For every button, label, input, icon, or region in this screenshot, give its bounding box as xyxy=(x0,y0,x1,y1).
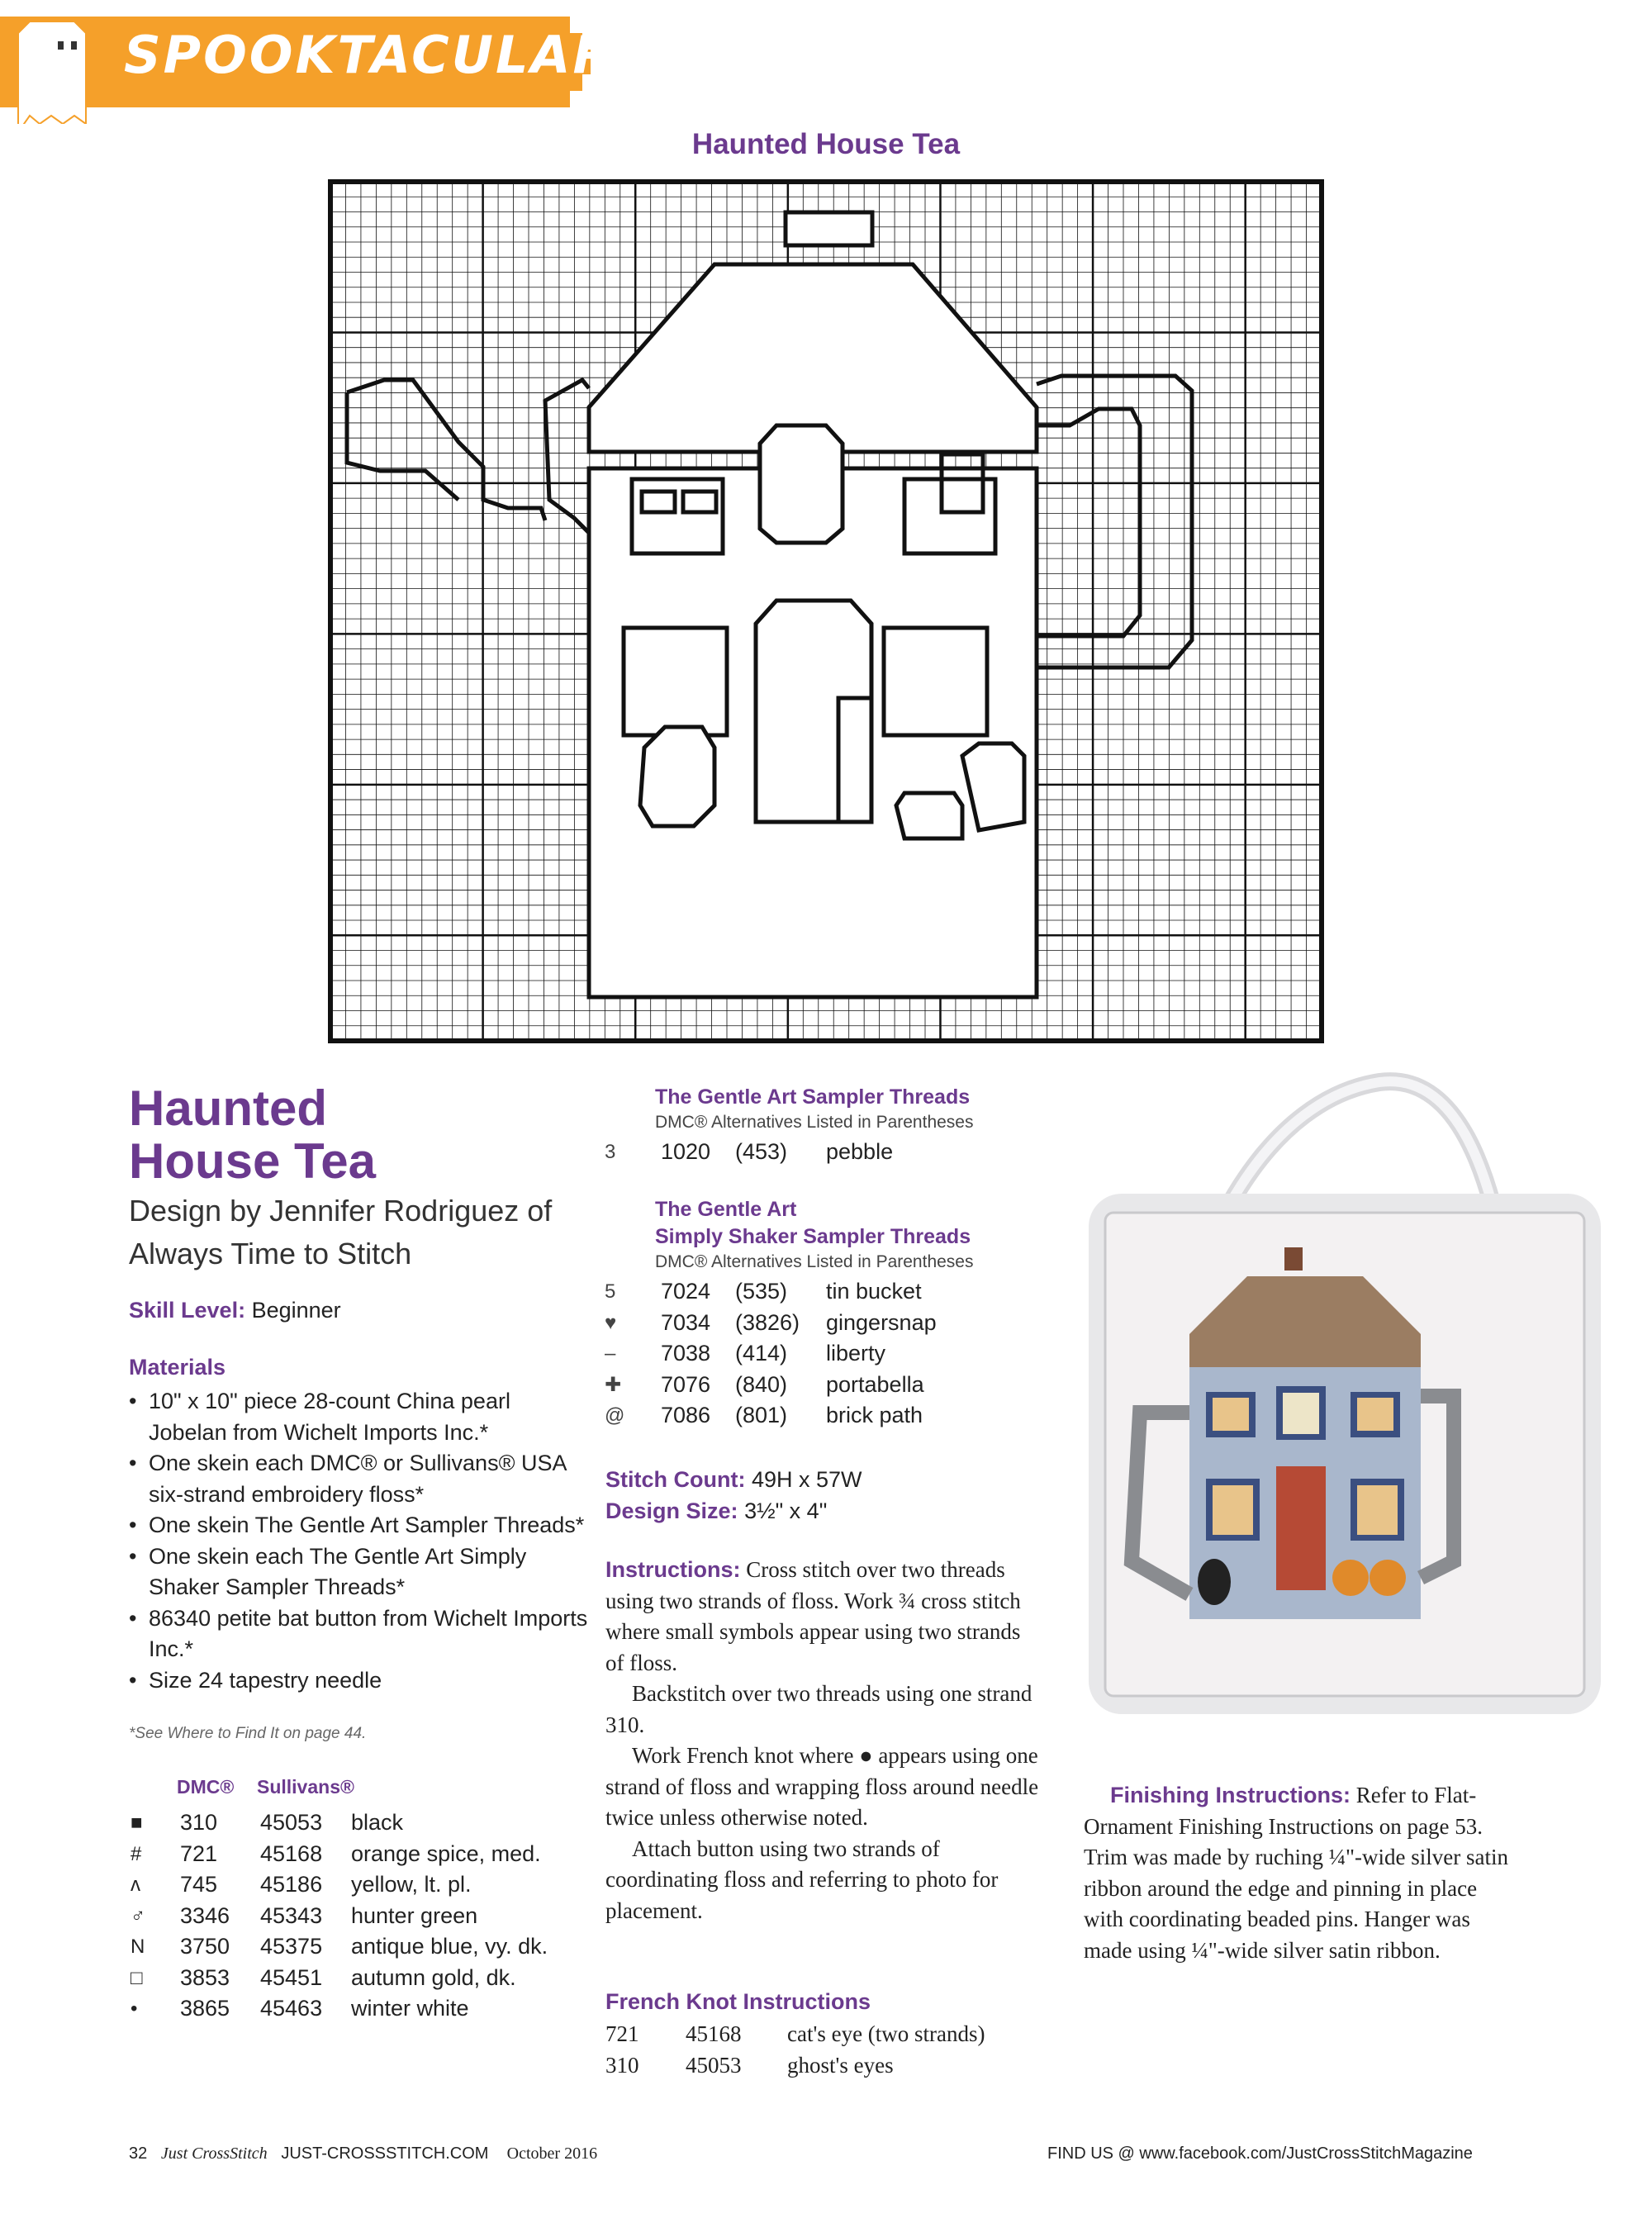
thread-code: 7038 xyxy=(661,1341,711,1365)
stitch-count-value: 49H x 57W xyxy=(751,1467,862,1492)
stitch-count-label: Stitch Count: xyxy=(605,1467,746,1492)
magazine-name: Just CrossStitch xyxy=(160,2144,268,2163)
instructions-p3a: Work French knot where xyxy=(632,1743,854,1768)
key-symbol: @ xyxy=(605,1404,625,1427)
table-row xyxy=(605,1137,893,1168)
table-row xyxy=(131,1869,548,1901)
key-symbol: 3 xyxy=(605,1141,616,1163)
table-row xyxy=(131,1931,548,1963)
dmc-number: 3853 xyxy=(180,1964,230,1990)
gentle-art-title: The Gentle Art Sampler Threads xyxy=(655,1085,971,1109)
color-name: yellow, lt. pl. xyxy=(351,1872,472,1897)
table-row xyxy=(131,1901,548,1932)
stitch-counts xyxy=(605,1464,862,1527)
simply-shaker-title-line1: The Gentle Art xyxy=(655,1198,797,1221)
simply-shaker-subtitle: DMC® Alternatives Listed in Parentheses xyxy=(655,1252,974,1271)
design-size-label: Design Size: xyxy=(605,1498,738,1523)
website: JUST-CROSSSTITCH.COM xyxy=(281,2144,489,2163)
dmc-alternative: (414) xyxy=(735,1341,788,1365)
dmc-number: 3750 xyxy=(180,1934,230,1959)
sullivans-number: 45451 xyxy=(260,1964,323,1990)
sullivans-number: 45375 xyxy=(260,1934,323,1959)
designer-credit xyxy=(129,1190,591,1275)
teapot-house-motif xyxy=(347,212,1192,997)
issue-date: October 2016 xyxy=(506,2144,598,2163)
skill-level-value: Beginner xyxy=(251,1298,341,1323)
color-name: autumn gold, dk. xyxy=(351,1964,516,1990)
table-row xyxy=(131,1993,548,2025)
materials-note: *See Where to Find It on page 44. xyxy=(129,1725,367,1742)
simply-shaker-title-line2: Simply Shaker Sampler Threads xyxy=(655,1225,971,1248)
sullivans-number: 45343 xyxy=(260,1902,323,1928)
table-row xyxy=(131,1963,548,1994)
color-name: portabella xyxy=(826,1371,924,1397)
table-row xyxy=(131,1807,548,1839)
key-symbol: □ xyxy=(131,1966,143,1989)
thread-code: 1020 xyxy=(661,1139,711,1164)
key-symbol: ■ xyxy=(131,1812,143,1834)
instructions-label: Instructions: xyxy=(605,1557,741,1582)
table-row xyxy=(605,1400,937,1432)
sullivans-number: 45168 xyxy=(260,1840,323,1866)
banner-title: SPOOKTACULAR xyxy=(124,25,615,85)
design-title-line1: Haunted xyxy=(129,1081,327,1136)
table-row xyxy=(605,1370,937,1401)
color-name: antique blue, vy. dk. xyxy=(351,1934,548,1959)
page-number: 32 xyxy=(129,2144,148,2163)
dmc-alternative: (453) xyxy=(735,1139,788,1164)
footer-left xyxy=(129,2144,597,2163)
key-symbol: ♂ xyxy=(131,1904,145,1927)
dmc-alternative: (840) xyxy=(735,1371,788,1397)
skill-level-label: Skill Level: xyxy=(129,1298,246,1323)
finished-ornament-photo xyxy=(1066,1066,1635,1793)
dmc-alternative: (535) xyxy=(735,1279,788,1304)
design-title-line2: House Tea xyxy=(129,1133,376,1189)
skill-level xyxy=(129,1294,341,1326)
instructions-p3b: appears using one strand of floss and wrapping floss around needle twice unless otherwise noted. xyxy=(605,1743,1039,1830)
list-item: • One skein each The Gentle Art Simply Shaker Sampler Threads* xyxy=(129,1541,591,1603)
color-name: brick path xyxy=(826,1403,923,1427)
thread-code: 7034 xyxy=(661,1309,711,1335)
dmc-number: 721 xyxy=(180,1840,218,1866)
color-name: black xyxy=(351,1810,404,1835)
cross-stitch-chart xyxy=(326,178,1326,1045)
color-name: pebble xyxy=(826,1139,894,1164)
french-knot-dot-icon: ● xyxy=(859,1743,873,1768)
designer-line2: Always Time to Stitch xyxy=(129,1237,412,1270)
thread-code: 7086 xyxy=(661,1403,711,1427)
list-item: • One skein The Gentle Art Sampler Threads* xyxy=(129,1510,591,1541)
sullivans-number: 45053 xyxy=(686,2052,742,2078)
instructions-p4: Attach button using two strands of coordinating floss and referring to photo for placement. xyxy=(605,1836,999,1923)
sullivans-number: 45186 xyxy=(260,1872,323,1897)
dmc-number: 3346 xyxy=(180,1902,230,1928)
list-item: • One skein each DMC® or Sullivans® USA six-strand embroidery floss* xyxy=(129,1448,591,1510)
color-name: tin bucket xyxy=(826,1279,922,1304)
list-item: • Size 24 tapestry needle xyxy=(129,1665,591,1697)
dmc-number: 745 xyxy=(180,1872,218,1897)
french-knot-heading: French Knot Instructions xyxy=(605,1989,871,2014)
sullivans-number: 45053 xyxy=(260,1810,323,1835)
color-name: gingersnap xyxy=(826,1309,937,1335)
list-item: • 10" x 10" piece 28-count China pearl Jobelan from Wichelt Imports Inc.* xyxy=(129,1386,591,1448)
gentle-art-subtitle: DMC® Alternatives Listed in Parentheses xyxy=(655,1113,974,1132)
design-size-value: 3½" x 4" xyxy=(744,1498,828,1523)
dmc-number: 310 xyxy=(180,1810,218,1835)
sullivans-number: 45168 xyxy=(686,2021,742,2046)
dmc-color-key xyxy=(131,1807,548,2025)
sullivans-column-header: Sullivans® xyxy=(257,1776,354,1798)
knot-use: cat's eye (two strands) xyxy=(787,2021,985,2046)
materials-list xyxy=(129,1386,591,1696)
finishing-label: Finishing Instructions: xyxy=(1110,1783,1351,1807)
dmc-column-header: DMC® xyxy=(177,1776,235,1798)
dmc-number: 721 xyxy=(605,2021,639,2046)
gentle-art-heading xyxy=(655,1084,974,1134)
key-symbol: – xyxy=(605,1342,616,1365)
chart-title: Haunted House Tea xyxy=(691,128,961,160)
key-symbol: 5 xyxy=(605,1280,616,1303)
dmc-number: 310 xyxy=(605,2052,639,2078)
french-knot-key xyxy=(605,2019,985,2081)
gentle-art-key xyxy=(605,1137,893,1168)
key-symbol: ʌ xyxy=(131,1874,140,1896)
key-symbol: ✚ xyxy=(605,1373,622,1396)
instructions-p2: Backstitch over two threads using one strand 310. xyxy=(605,1681,1032,1737)
simply-shaker-key xyxy=(605,1276,937,1432)
footer-social: FIND US @ www.facebook.com/JustCrossStitchMagazine xyxy=(1047,2144,1473,2163)
sullivans-number: 45463 xyxy=(260,1996,323,2021)
dmc-alternative: (3826) xyxy=(735,1309,800,1335)
finishing-instructions xyxy=(1084,1780,1513,1966)
key-symbol: • xyxy=(131,1997,138,2020)
instructions xyxy=(605,1555,1043,1926)
table-row xyxy=(605,2019,985,2050)
list-item: • 86340 petite bat button from Wichelt Imports Inc.* xyxy=(129,1603,591,1665)
design-title xyxy=(129,1082,376,1188)
key-symbol: N xyxy=(131,1935,145,1958)
simply-shaker-heading xyxy=(655,1196,974,1274)
color-name: orange spice, med. xyxy=(351,1840,541,1866)
finishing-text: Refer to Flat-Ornament Finishing Instructions on page 53. Trim was made by ruching ¼"-wide silver satin ribbon around the edge and pinning in place with coordinating beaded pins. Hanger was made using ¼"-wide silver satin ribbon. xyxy=(1084,1783,1508,1963)
color-name: liberty xyxy=(826,1341,886,1365)
thread-code: 7076 xyxy=(661,1371,711,1397)
table-row xyxy=(605,1338,937,1370)
dmc-number: 3865 xyxy=(180,1996,230,2021)
designer-line1: Design by Jennifer Rodriguez of xyxy=(129,1194,553,1228)
color-name: hunter green xyxy=(351,1902,478,1928)
color-name: winter white xyxy=(351,1996,469,2021)
key-symbol: ♥ xyxy=(605,1311,617,1334)
ghost-icon xyxy=(18,21,86,124)
table-row xyxy=(605,2050,985,2082)
table-row xyxy=(605,1276,937,1308)
key-symbol: # xyxy=(131,1842,142,1865)
table-row xyxy=(605,1308,937,1339)
table-row xyxy=(131,1839,548,1870)
knot-use: ghost's eyes xyxy=(787,2052,894,2078)
instructions-p1: Cross stitch over two threads using two strands of floss. Work ¾ cross stitch where small symbols appear using two strands of floss. xyxy=(605,1557,1021,1675)
materials-heading: Materials xyxy=(129,1355,226,1380)
thread-code: 7024 xyxy=(661,1279,711,1304)
dmc-alternative: (801) xyxy=(735,1403,788,1427)
